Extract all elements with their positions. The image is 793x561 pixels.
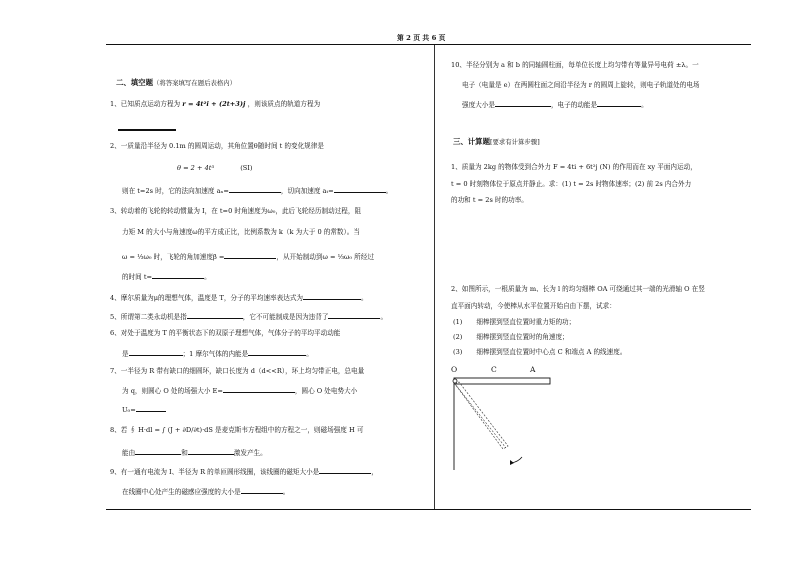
- q2-blank-an[interactable]: [229, 185, 281, 193]
- p2-item-2-num: (2): [453, 333, 463, 341]
- q2-eq: θ = 2 + 4t³: [177, 164, 215, 172]
- column-divider: [434, 45, 435, 510]
- header-rule: [106, 44, 751, 45]
- q7-line2: [122, 385, 357, 396]
- q9-line1: 9、有一通有电流为 I、半径为 R 的单匝圆形线圈，该线圈的磁矩大小是 ，: [110, 468, 378, 476]
- figure-label-a: A: [530, 365, 536, 374]
- rod-figure: [448, 374, 558, 470]
- q2-blank-at[interactable]: [334, 185, 386, 193]
- q9-text-b: 在线圈中心处产生的磁感应强度的大小是: [122, 488, 241, 496]
- q6-line1: 6、对处于温度为 T 的平衡状态下的双原子理想气体，气体分子的平均平动动能: [110, 329, 341, 337]
- q4-text: 4、摩尔质量为μ的理想气体，温度是 T，分子的平均速率表达式为: [110, 294, 304, 302]
- q10-line1: 10、半径分别为 a 和 b 的同轴圆柱面，每单位长度上均匀带有等量异号电荷 ±λ。一: [451, 61, 699, 69]
- q3-line1: 3、转动着的飞轮的转动惯量为 I，在 t=0 时角速度为ω₀，此后飞轮经历制动过程，阻: [110, 207, 362, 215]
- p2-item-3-text: 细棒摆到竖直位置时中心点 C 和端点 A 的线速度。: [476, 348, 627, 356]
- p2-item-2-text: 细棒摆到竖直位置时的角速度；: [476, 333, 569, 341]
- q3-line4: 的时间 t= 。: [122, 273, 211, 281]
- swinging-rod-outline: [455, 382, 508, 449]
- q2-line3: 则在 t=2s 时，它的法向加速度 aₙ= ，切向加速度 aₜ= 。: [122, 187, 393, 195]
- q3-text-beta: ω = ⅓ω₀ 时，飞轮的角加速度β =: [122, 253, 225, 261]
- q3-text-time: ，从开始制动到ω = ⅓ω₀ 所经过: [276, 253, 374, 261]
- swinging-rod-center: [455, 384, 506, 448]
- q10-text-e: 强度大小是: [462, 101, 495, 109]
- q2-text-at: ，切向加速度 aₜ=: [280, 187, 334, 195]
- q5-line: 5、所谓第二类永动机是指 ，它不可能制成是因为违背了 。: [110, 313, 388, 321]
- q3-blank-beta[interactable]: [224, 251, 276, 259]
- pivot-o: [453, 379, 457, 383]
- figure-label-c: C: [491, 365, 497, 374]
- q10-line2: 电子（电量是 e）在两圆柱面之间沿半径为 r 的圆周上旋转，则电子轨道处的电场: [462, 81, 700, 89]
- q1-line: [110, 100, 320, 109]
- q1-text-b: ，则该质点的轨道方程为: [247, 100, 321, 108]
- p1-line1: 1、质量为 2kg 的物体受到合外力 F = 4ti + 6t²j (N) 的作用而在 xy 平面内运动，: [451, 163, 697, 171]
- q4-blank[interactable]: [303, 292, 361, 300]
- q6-text-b: ；1 摩尔气体的内能是: [182, 350, 249, 358]
- p2-item-3-num: (3): [453, 348, 463, 356]
- q3-text-t: 的时间 t=: [122, 273, 153, 281]
- q2-line1: 2、一质量沿半径为 0.1m 的圆周运动，其角位置θ随时间 t 的变化规律是: [110, 142, 324, 150]
- p2-item-3: [453, 348, 626, 357]
- q9-text-a: 9、有一通有电流为 I、半径为 R 的单匝圆形线圈，该线圈的磁矩大小是: [110, 468, 320, 476]
- q5-blank-a[interactable]: [187, 311, 243, 319]
- q7-line3: [122, 404, 166, 415]
- q8-blank-1[interactable]: [135, 447, 181, 455]
- q2-unit: (SI): [240, 164, 253, 172]
- p2-item-1: [453, 318, 575, 327]
- section3-title: 三、计算题: [453, 137, 490, 146]
- section3-note: [要求有计算步骤]: [489, 138, 540, 146]
- q10-blank-e[interactable]: [495, 99, 551, 107]
- p2-line2: 直平面内转动，今使棒从水平位置开始自由下摆，试求：: [451, 302, 616, 310]
- q3-blank-t[interactable]: [152, 271, 204, 279]
- q2-text-an: 则在 t=2s 时，它的法向加速度 aₙ=: [122, 187, 229, 195]
- q7-line1: 7、一半径为 R 带有缺口的细圆环，缺口长度为 d（d<<R），环上均匀带正电，总电量: [110, 367, 365, 375]
- p2-item-2: [453, 333, 569, 342]
- p1-line3: 的功和 t = 2s 时的功率。: [451, 196, 528, 204]
- q7-text-u: ，圆心 O 处电势大小: [294, 387, 358, 395]
- q9-blank-a[interactable]: [319, 466, 371, 474]
- q10-line3: 强度大小是 ，电子的动能是 。: [462, 101, 648, 109]
- q1-text-a: 1、已知质点运动方程为: [110, 100, 181, 108]
- q2-equation: [177, 164, 252, 173]
- section2-title: 二、填空题: [116, 78, 153, 87]
- p1-line2: t = 0 时刻物体位于原点并静止。求：(1) t = 2s 时物体速率；(2) 前 2s 内合外力: [451, 180, 692, 188]
- q8-line1: 8、若 ∮ H·dl = ∫ (J + ∂D/∂t)·dS 是麦克斯韦方程组中的方程之一，则磁场强度 H 可: [110, 426, 364, 434]
- q5-text-b: ，它不可能制成是因为违背了: [242, 313, 329, 321]
- q5-text-a: 5、所谓第二类永动机是指: [110, 313, 187, 321]
- q6-blank-a[interactable]: [129, 348, 183, 356]
- q4-line: 4、摩尔质量为μ的理想气体，温度是 T，分子的平均速率表达式为 。: [110, 294, 368, 302]
- figure-label-o: O: [451, 365, 458, 374]
- section2-heading: [116, 78, 236, 88]
- q3-line3: [122, 251, 374, 262]
- section2-note: （将答案填写在题后表格内）: [152, 79, 237, 87]
- q9-line2: 在线圈中心处产生的磁感应强度的大小是 。: [122, 488, 290, 496]
- q8-line2: [122, 447, 267, 458]
- page-number: 第 2 页 共 6 页: [397, 34, 446, 42]
- q8-text-2: 和: [181, 449, 188, 457]
- q8-blank-2[interactable]: [188, 447, 234, 455]
- q1-equation: r = 4t²i + (2t+3)j: [182, 100, 248, 108]
- horizontal-rod: [454, 378, 550, 384]
- q7-blank-u[interactable]: [136, 404, 166, 412]
- q10-text-k: ，电子的动能是: [550, 101, 598, 109]
- q5-blank-b[interactable]: [328, 311, 380, 319]
- q7-text-e: 为 q，则圆心 O 处的场强大小 E=: [122, 387, 223, 395]
- q7-text-u0: U₀=: [122, 406, 136, 414]
- q6-line2: 是 ；1 摩尔气体的内能是 。: [122, 350, 313, 358]
- p2-line1: 2、如图所示，一根质量为 m、长为 l 的均匀细棒 OA 可绕通过其一端的光滑轴 O 在竖: [451, 285, 705, 293]
- q10-blank-k[interactable]: [597, 99, 641, 107]
- q8-text-3: 激发产生。: [233, 449, 267, 457]
- p2-item-1-num: (1): [453, 318, 463, 326]
- section3-heading: [453, 137, 540, 147]
- footer-rule: [106, 509, 751, 510]
- q9-blank-b[interactable]: [241, 486, 283, 494]
- q8-text-1: 能由: [122, 449, 136, 457]
- q6-blank-b[interactable]: [248, 348, 306, 356]
- p2-item-1-text: 细棒摆到竖直位置时重力矩的功；: [476, 318, 576, 326]
- q7-blank-e[interactable]: [223, 385, 295, 393]
- q6-text-a: 是: [122, 350, 129, 358]
- q1-answer-blank: [118, 129, 176, 131]
- q3-line2: 力矩 M 的大小与角速度ω的平方成正比，比例系数为 k（k 为大于 0 的常数）。当: [122, 228, 360, 236]
